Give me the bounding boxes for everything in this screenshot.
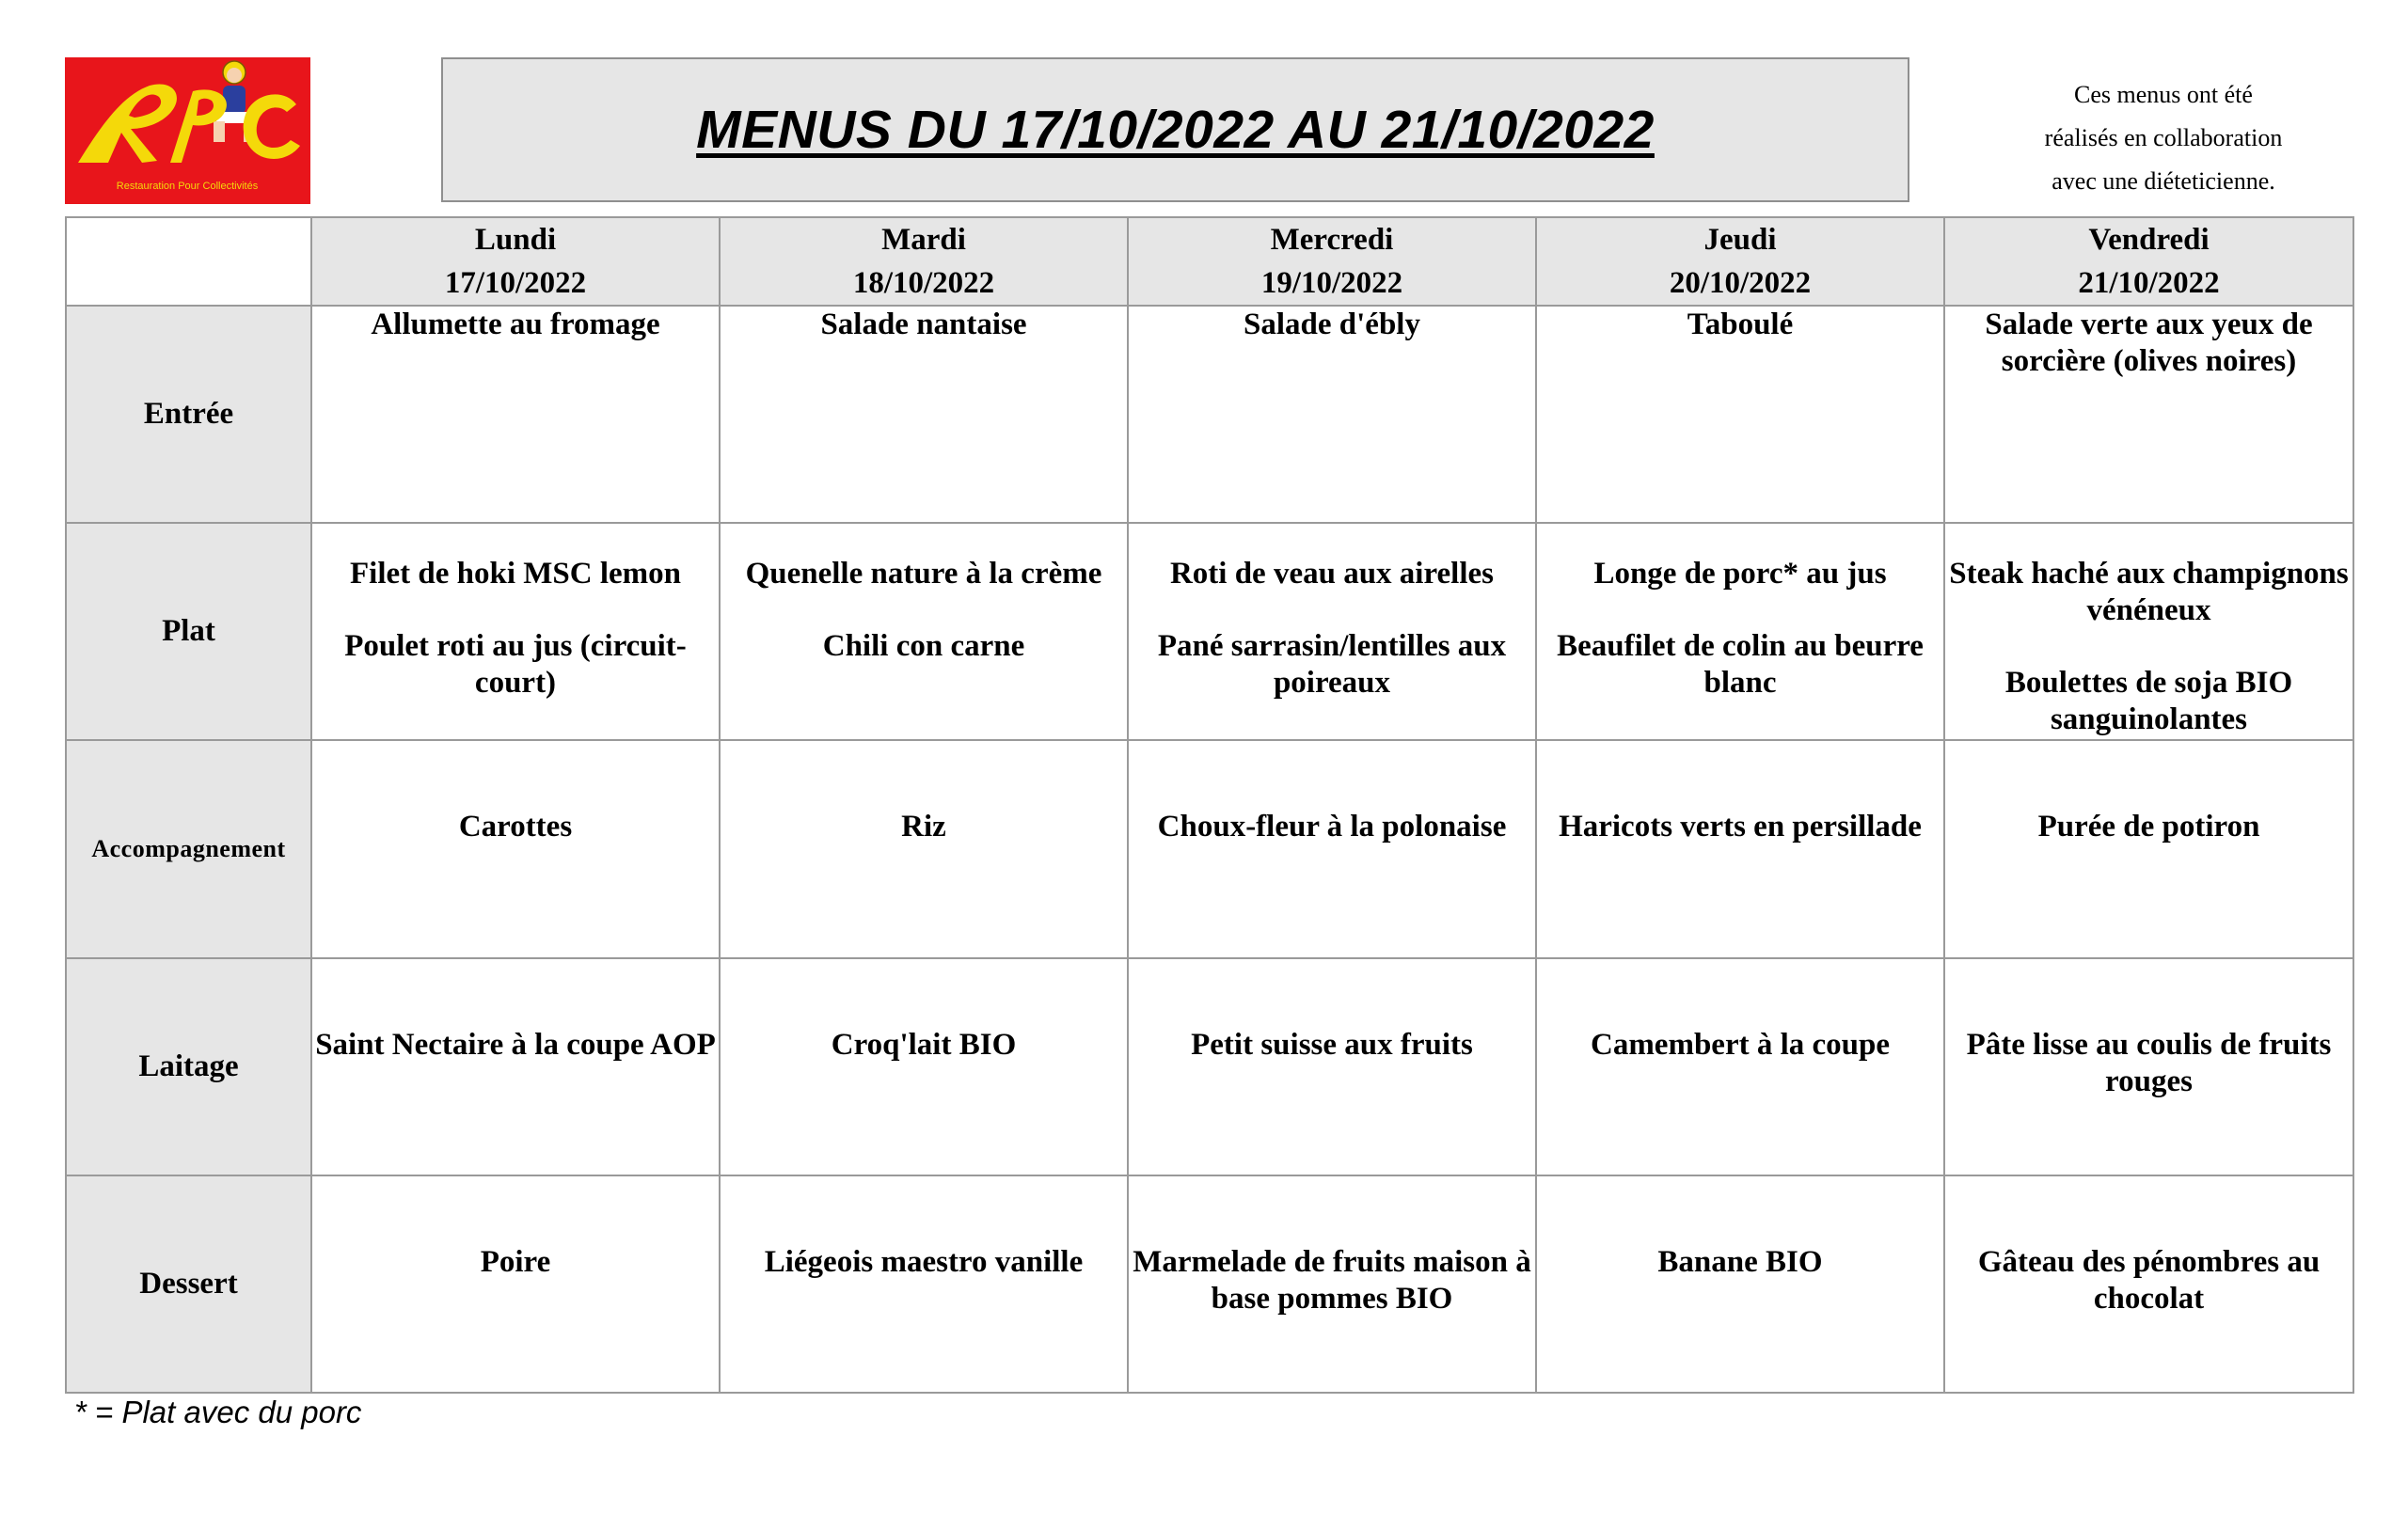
category-accompagnement: Accompagnement — [66, 740, 311, 957]
menu-cell — [311, 306, 720, 523]
menu-item: Riz — [901, 810, 946, 844]
menu-cell — [1128, 1175, 1536, 1393]
rpc-letters — [78, 85, 300, 163]
menu-cell — [1536, 1175, 1944, 1393]
rpc-logo-graphic — [65, 57, 310, 204]
menu-cell — [720, 740, 1128, 957]
day-date: 20/10/2022 — [1669, 266, 1812, 300]
menu-item: Carottes — [458, 810, 573, 844]
menu-table — [65, 216, 2354, 1394]
menu-item: Saint Nectaire à la coupe AOP — [315, 1027, 716, 1062]
menu-cell — [720, 1175, 1128, 1393]
menu-cell — [720, 523, 1128, 740]
day-header-wednesday — [1128, 217, 1536, 306]
table-header-row — [66, 217, 2353, 306]
menu-item: Croq'lait BIO — [831, 1027, 1017, 1062]
day-date: 21/10/2022 — [2078, 266, 2220, 300]
menu-cell — [1536, 958, 1944, 1175]
menu-item: Purée de potiron — [2037, 810, 2260, 844]
menu-item: Haricots verts en persillade — [1559, 810, 1922, 844]
menu-item: Beaufilet de colin au beurre blanc — [1557, 629, 1924, 701]
menu-cell — [1536, 306, 1944, 523]
menu-cell — [311, 523, 720, 740]
category-dessert: Dessert — [66, 1175, 311, 1393]
menu-cell — [720, 958, 1128, 1175]
menu-item: Longe de porc* au jus — [1593, 557, 1887, 591]
menu-cell — [1536, 523, 1944, 740]
menu-cell — [1944, 523, 2353, 740]
menu-item: Pané sarrasin/lentilles aux poireaux — [1157, 629, 1507, 701]
day-name: Mardi — [881, 223, 966, 257]
day-date: 18/10/2022 — [852, 266, 995, 300]
menu-cell — [720, 306, 1128, 523]
day-date: 17/10/2022 — [444, 266, 587, 300]
menu-item: Gâteau des pénombres au chocolat — [1977, 1244, 2321, 1316]
menu-item: Boulettes de soja BIO sanguinolantes — [2004, 666, 2293, 737]
day-name: Lundi — [474, 223, 557, 257]
menu-item: Pâte lisse au coulis de fruits rouges — [1966, 1027, 2332, 1098]
menu-cell — [1944, 958, 2353, 1175]
row-plat — [66, 523, 2353, 740]
note-line: réalisés en collaboration — [2044, 124, 2283, 151]
dietitian-note — [1947, 73, 2380, 203]
menu-item: Salade verte aux yeux de sorcière (olives noires) — [1985, 308, 2313, 378]
menu-cell — [1128, 306, 1536, 523]
note-line: avec une diéteticienne. — [2052, 167, 2275, 195]
note-line: Ces menus ont été — [2074, 81, 2253, 108]
menu-item: Roti de veau aux airelles — [1169, 557, 1495, 591]
menu-cell — [1536, 740, 1944, 957]
day-name: Vendredi — [2088, 223, 2210, 257]
menu-item: Taboulé — [1687, 308, 1794, 341]
menu-item: Camembert à la coupe — [1590, 1027, 1890, 1062]
menu-item: Filet de hoki MSC lemon — [350, 557, 681, 591]
header-corner-cell — [66, 217, 311, 306]
pork-footnote: * = Plat avec du porc — [74, 1395, 362, 1429]
menu-item: Allumette au fromage — [371, 308, 660, 341]
menu-item: Steak haché aux champignons vénéneux — [1949, 557, 2349, 628]
day-header-thursday — [1536, 217, 1944, 306]
menu-cell — [1944, 740, 2353, 957]
row-laitage — [66, 958, 2353, 1175]
menu-cell — [311, 740, 720, 957]
menu-item: Liégeois maestro vanille — [764, 1244, 1084, 1279]
category-entree: Entrée — [66, 306, 311, 523]
rpc-logo — [65, 57, 310, 204]
menu-item: Marmelade de fruits maison à base pommes BIO — [1133, 1244, 1531, 1316]
day-date: 19/10/2022 — [1260, 266, 1403, 300]
category-plat: Plat — [66, 523, 311, 740]
menu-cell — [1944, 306, 2353, 523]
menu-item: Salade nantaise — [820, 308, 1027, 341]
menu-item: Quenelle nature à la crème — [745, 557, 1102, 591]
day-name: Mercredi — [1270, 223, 1394, 257]
menu-item: Banane BIO — [1657, 1244, 1823, 1279]
menu-cell — [1128, 958, 1536, 1175]
row-entree — [66, 306, 2353, 523]
menu-cell — [311, 958, 720, 1175]
menu-item: Petit suisse aux fruits — [1191, 1027, 1473, 1062]
page-title: MENUS DU 17/10/2022 AU 21/10/2022 — [696, 100, 1655, 160]
title-box — [441, 57, 1909, 202]
menu-item: Choux-fleur à la polonaise — [1157, 810, 1507, 844]
menu-item: Poulet roti au jus (circuit-court) — [344, 629, 687, 701]
day-header-tuesday — [720, 217, 1128, 306]
menu-cell — [1944, 1175, 2353, 1393]
menu-cell — [1128, 740, 1536, 957]
menu-item: Poire — [480, 1244, 551, 1279]
row-accompagnement — [66, 740, 2353, 957]
category-laitage: Laitage — [66, 958, 311, 1175]
day-name: Jeudi — [1703, 223, 1777, 257]
menu-item: Salade d'ébly — [1244, 308, 1420, 341]
menu-item: Chili con carne — [822, 629, 1025, 664]
logo-caption: Restauration Pour Collectivités — [116, 181, 259, 192]
row-dessert — [66, 1175, 2353, 1393]
day-header-monday — [311, 217, 720, 306]
menu-cell — [311, 1175, 720, 1393]
menu-cell — [1128, 523, 1536, 740]
day-header-friday — [1944, 217, 2353, 306]
